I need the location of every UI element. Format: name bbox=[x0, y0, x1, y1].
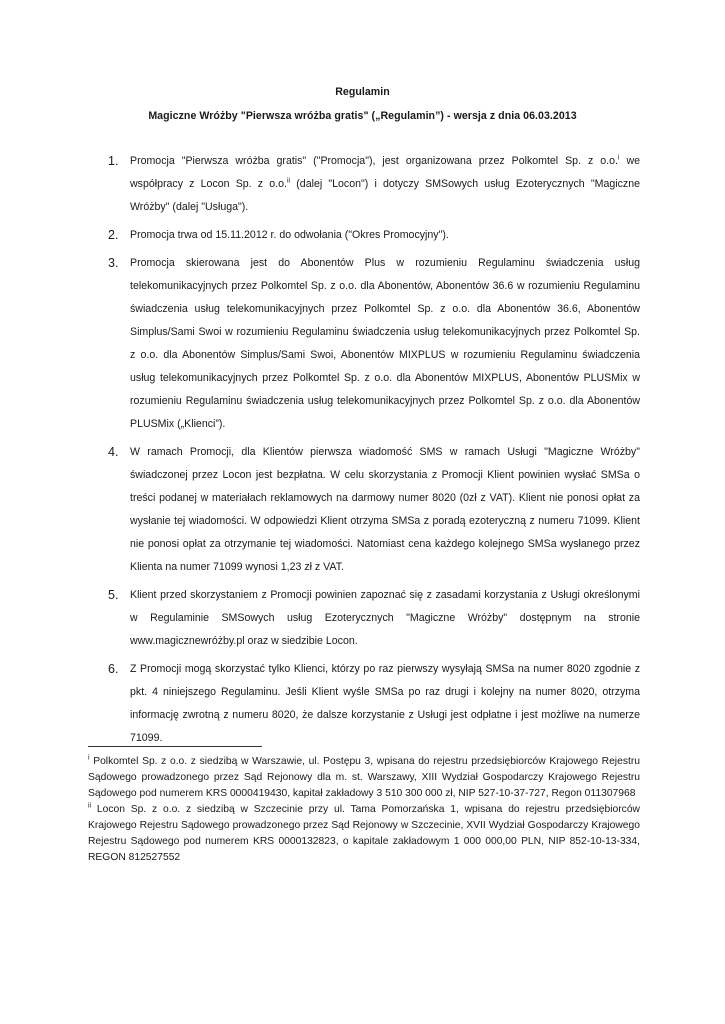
footnote-mark: ii bbox=[88, 802, 92, 810]
footnote-mark: i bbox=[88, 754, 90, 762]
list-item bbox=[108, 252, 640, 436]
list-item bbox=[108, 224, 640, 247]
list-item bbox=[108, 150, 640, 219]
footnotes bbox=[88, 754, 640, 866]
item-text: Promocja "Pierwsza wróżba gratis" ("Promocja"), jest organizowana przez Polkomtel Sp. z o.o.$^i$ we współpracy z Locon Sp. z o.o.$^{ii}$ (dalej "Locon") i dotyczy SMSowych usług Ezoterycznych "Magiczne Wróżby" (dalej "Usługa"). bbox=[130, 154, 640, 213]
list-item bbox=[108, 441, 640, 579]
item-text: Promocja trwa od 15.11.2012 r. do odwołania ("Okres Promocyjny"). bbox=[130, 229, 449, 241]
regulation-list bbox=[108, 150, 640, 755]
item-number: 6. bbox=[108, 662, 119, 676]
item-text: W ramach Promocji, dla Klientów pierwsza wiadomość SMS w ramach Usługi "Magiczne Wróżby" świadczonej przez Locon jest bezpłatna. W celu skorzystania z Promocji Klient powinien wysłać SMSa o treści podanej w materiałach reklamowych na darmowy numer 8020 (0zł z VAT). Klient nie ponosi opłat za wysłanie tej wiadomości. W odpowiedzi Klient otrzyma SMSa z poradą ezoteryczną z numeru 71099. Klient nie ponosi opłat za otrzymanie tej wiadomości. Natomiast cena każdego kolejnego SMSa wysłanego przez Klienta na numer 71099 wynosi 1,23 zł z VAT. bbox=[130, 446, 640, 573]
footnote bbox=[88, 754, 640, 802]
item-number: 2. bbox=[108, 228, 119, 242]
document-subtitle: Magiczne Wróżby "Pierwsza wróżba gratis" („Regulamin”) - wersja z dnia 06.03.2013 bbox=[148, 110, 577, 122]
item-number: 1. bbox=[108, 154, 119, 168]
footnote-text: Locon Sp. z o.o. z siedzibą w Szczecinie przy ul. Tama Pomorzańska 1, wpisana do rejestru przedsiębiorców Krajowego Rejestru Sądowego prowadzonego przez Sąd Rejonowy w Szczecinie, XVII Wydział Gospodarczy Krajowego Rejestru Sądowego pod numerem KRS 0000132823, o kapitale zakładowym 1 000 000,00 PLN, NIP 852-10-13-334, REGON 812527552 bbox=[88, 804, 640, 863]
document-title: Regulamin bbox=[335, 86, 390, 98]
item-number: 5. bbox=[108, 588, 119, 602]
item-text: Promocja skierowana jest do Abonentów Plus w rozumieniu Regulaminu świadczenia usług telekomunikacyjnych przez Polkomtel Sp. z o.o. dla Abonentów, Abonentów 36.6 w rozumieniu Regulaminu świadczenia usług telekomunikacyjnych przez Polkomtel Sp. z o.o. dla Abonentów 36.6, Abonentów Simplus/Sami Swoi w rozumieniu Regulaminu świadczenia usług telekomunikacyjnych przez Polkomtel Sp. z o.o. dla Abonentów Simplus/Sami Swoi, Abonentów MIXPLUS w rozumieniu Regulaminu świadczenia usług telekomunikacyjnych przez Polkomtel Sp. z o.o. dla Abonentów MIXPLUS, Abonentów PLUSMix w rozumieniu Regulaminu świadczenia usług telekomunikacyjnych przez Polkomtel Sp. z o.o. dla Abonentów PLUSMix („Klienci”). bbox=[130, 257, 640, 430]
item-number: 3. bbox=[108, 256, 119, 270]
item-number: 4. bbox=[108, 445, 119, 459]
footnote-ref: i bbox=[617, 154, 620, 162]
item-text: Klient przed skorzystaniem z Promocji powinien zapoznać się z zasadami korzystania z Usługi określonymi w Regulaminie SMSowych usług Ezoterycznych "Magiczne Wróżby" dostępnym na stronie www.magicznewróżby.pl oraz w siedzibie Locon. bbox=[130, 589, 640, 647]
list-item bbox=[108, 584, 640, 653]
footnote-divider bbox=[88, 746, 262, 747]
item-text: Z Promocji mogą skorzystać tylko Klienci, którzy po raz pierwszy wysyłają SMSa na numer 8020 zgodnie z pkt. 4 niniejszego Regulaminu. Jeśli Klient wyśle SMSa po raz drugi i kolejny na numer 8020, otrzyma informację zwrotną z numeru 8020, że dalsze korzystanie z Usługi jest odpłatne i jest możliwe na numerze 71099. bbox=[130, 663, 640, 744]
footnote-ref: ii bbox=[286, 177, 291, 185]
list-item bbox=[108, 658, 640, 750]
footnote bbox=[88, 802, 640, 866]
footnote-text: Polkomtel Sp. z o.o. z siedzibą w Warszawie, ul. Postępu 3, wpisana do rejestru przedsiębiorców Krajowego Rejestru Sądowego prowadzonego przez Sąd Rejonowy dla m. st. Warszawy, XIII Wydział Gospodarczy Krajowego Rejestru Sądowego pod numerem KRS 0000419430, kapitał zakładowy 3 510 300 000 zł, NIP 527-10-37-727, Regon 011307968 bbox=[88, 756, 640, 799]
